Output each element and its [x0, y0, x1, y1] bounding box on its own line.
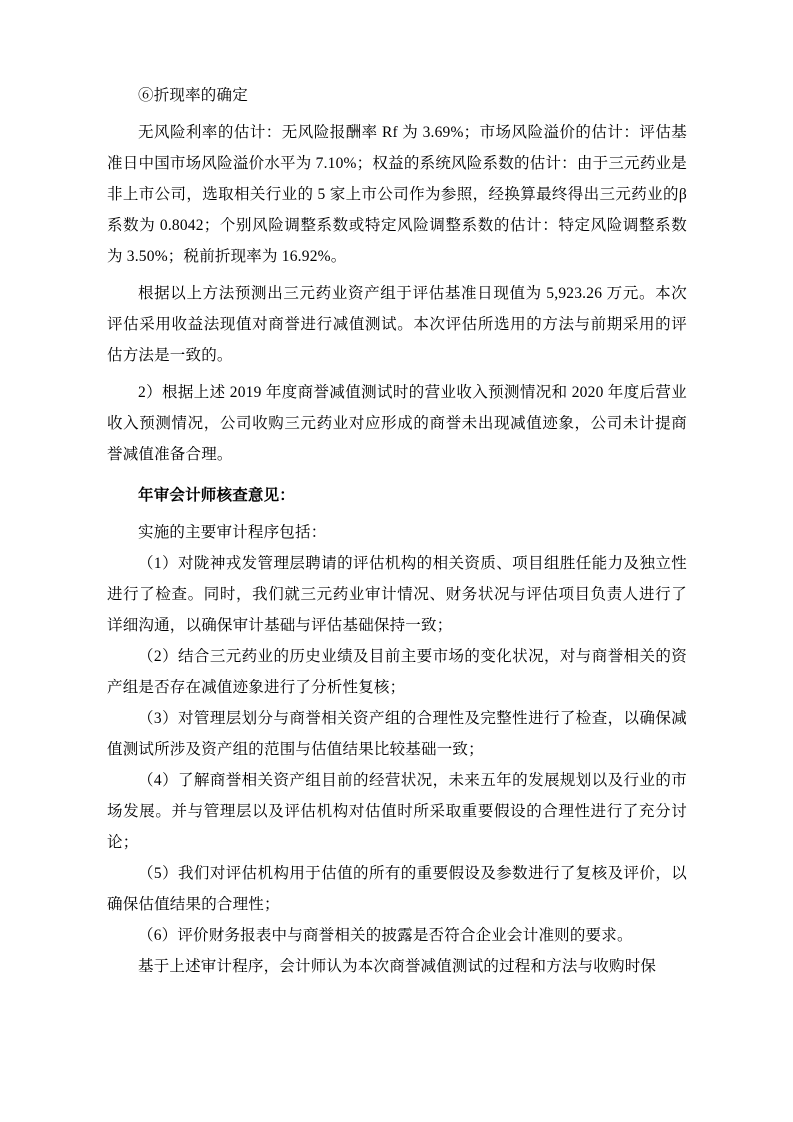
paragraph-forecast-present-value: 根据以上方法预测出三元药业资产组于评估基准日现值为 5,923.26 万元。本次评估采用收益法现值对商誉进行减值测试。本次评估所选用的方法与前期采用的评估方法是一致的。 — [107, 285, 687, 364]
paragraph-audit-procedure-4: （4）了解商誉相关资产组目前的经营状况，未来五年的发展规划以及行业的市场发展。并与管理层以及评估机构对估值时所采取重要假设的合理性进行了充分讨论； — [107, 772, 687, 851]
paragraph-audit-procedures-intro: 实施的主要审计程序包括： — [138, 524, 327, 541]
spacer — [107, 470, 687, 480]
heading-annual-auditor-review-opinion: 年审会计师核查意见： — [138, 487, 296, 504]
paragraph-audit-procedure-6: （6）评价财务报表中与商誉相关的披露是否符合企业会计准则的要求。 — [138, 927, 633, 944]
paragraph-audit-procedure-2: （2）结合三元药业的历史业绩及目前主要市场的变化状况，对与商誉相关的资产组是否存在减值迹象进行了分析性复核； — [107, 648, 687, 696]
document-body — [107, 80, 687, 982]
section-heading-discount-rate: ⑥折现率的确定 — [138, 87, 248, 104]
paragraph-risk-free-rate: 无风险利率的估计：无风险报酬率 Rf 为 3.69%；市场风险溢价的估计：评估基准日中国市场风险溢价水平为 7.10%；权益的系统风险系数的估计：由于三元药业是非上市公司，选取相关行业的 5 家上市公司作为参照，经换算最终得出三元药业的β 系数为 0.8042；个别风险调整系数或特定风险调整系数的估计：特定风险调整系数为 3.50%；税前折现率为 16.92%。 — [107, 124, 687, 265]
paragraph-goodwill-no-impairment: 2）根据上述 2019 年度商誉减值测试时的营业收入预测情况和 2020 年度后营业收入预测情况，公司收购三元药业对应形成的商誉未出现减值迹象，公司未计提商誉减值准备合理。 — [107, 384, 687, 463]
paragraph-audit-procedure-3: （3）对管理层划分与商誉相关资产组的合理性及完整性进行了检查，以确保减值测试所涉及资产组的范围与估值结果比较基础一致； — [107, 710, 687, 758]
paragraph-audit-procedure-5: （5）我们对评估机构用于估值的所有的重要假设及参数进行了复核及评价，以确保估值结果的合理性； — [107, 865, 687, 913]
paragraph-audit-conclusion: 基于上述审计程序，会计师认为本次商誉减值测试的过程和方法与收购时保 — [138, 958, 657, 975]
paragraph-audit-procedure-1: （1）对陇神戎发管理层聘请的评估机构的相关资质、项目组胜任能力及独立性进行了检查。同时，我们就三元药业审计情况、财务状况与评估项目负责人进行了详细沟通，以确保审计基础与评估基础保持一致； — [107, 555, 687, 634]
